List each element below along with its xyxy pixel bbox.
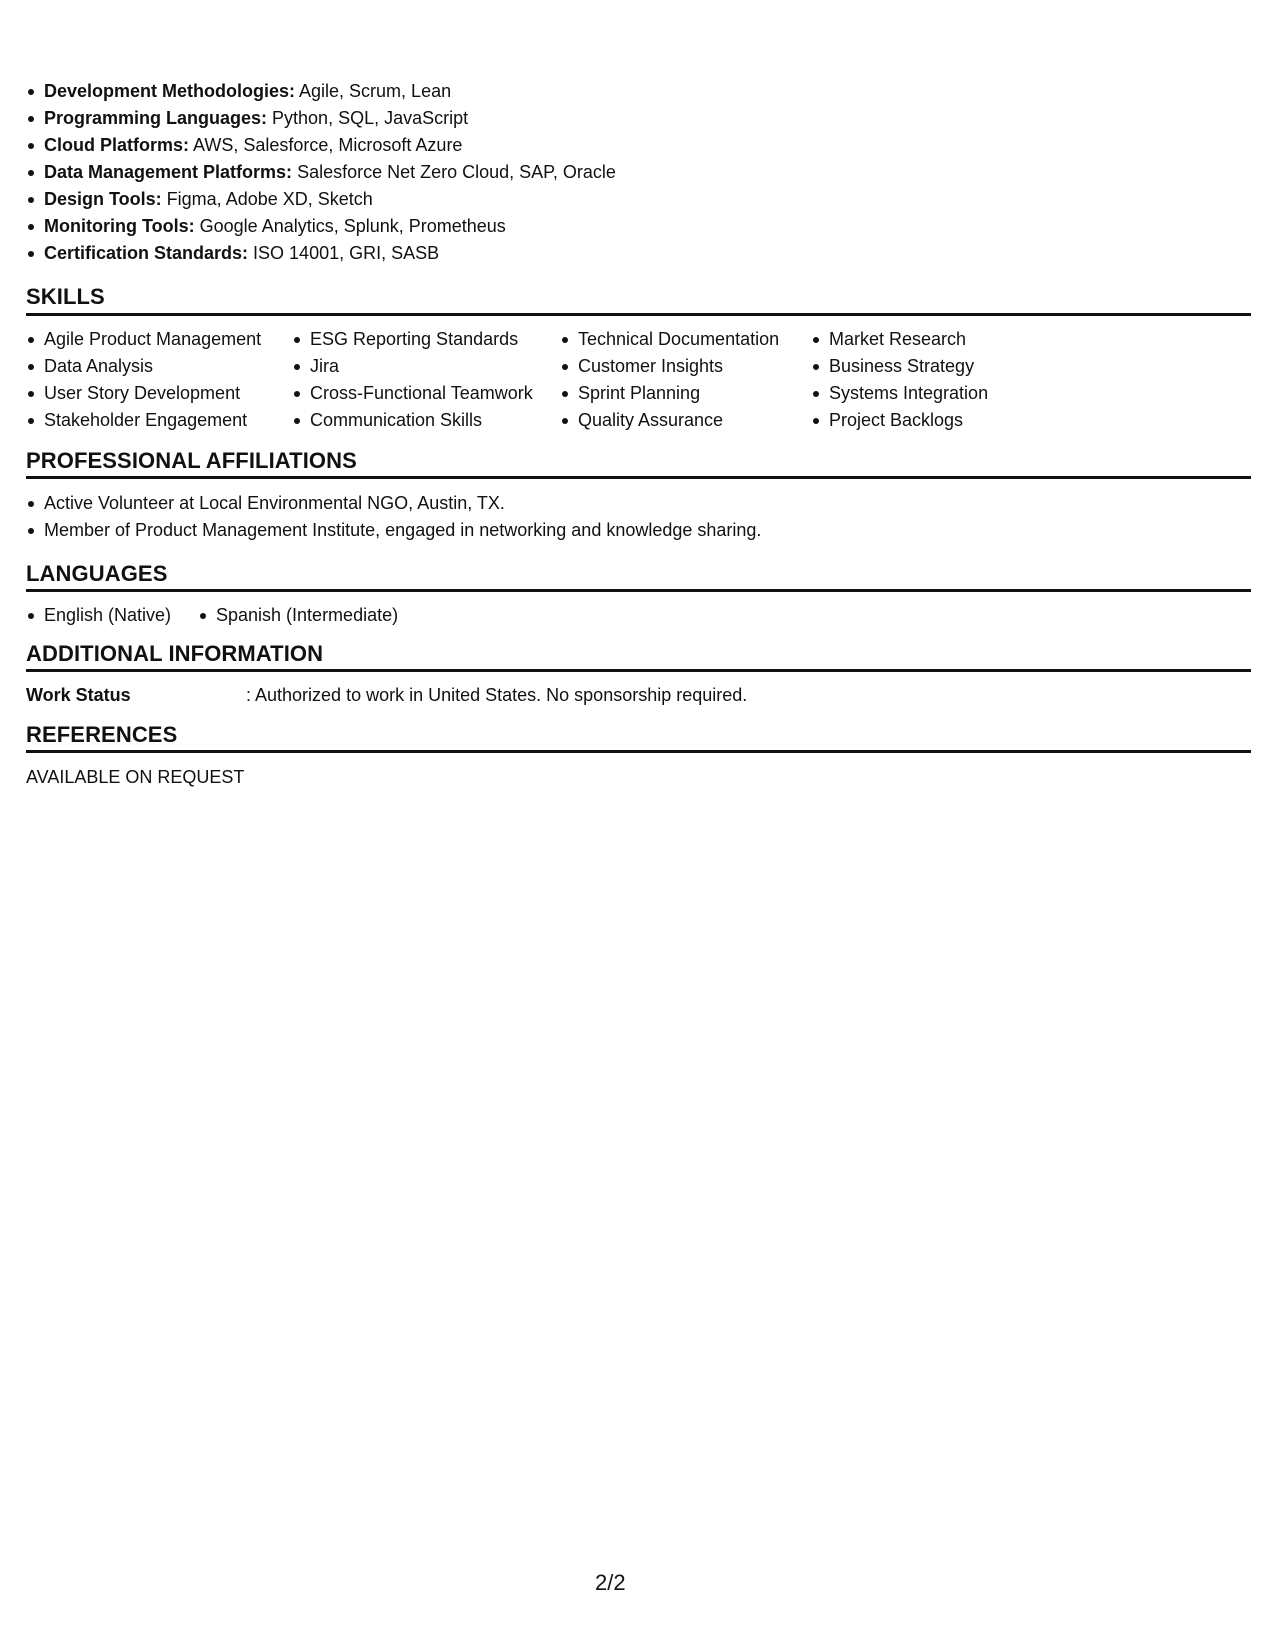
list-item: Cross-Functional Teamwork: [292, 380, 533, 407]
skill-category-value: Python, SQL, JavaScript: [267, 108, 469, 128]
list-item: [26, 186, 616, 213]
list-item: Jira: [292, 353, 533, 380]
skills-column-1: [26, 326, 261, 434]
list-item: Customer Insights: [560, 353, 779, 380]
skill-category-value: Agile, Scrum, Lean: [295, 81, 452, 101]
skill-category-value: Google Analytics, Splunk, Prometheus: [194, 216, 506, 236]
list-item: Active Volunteer at Local Environmental NGO, Austin, TX.: [26, 490, 761, 517]
section-heading-languages: LANGUAGES: [26, 561, 168, 586]
list-item: Business Strategy: [811, 353, 988, 380]
list-item: Technical Documentation: [560, 326, 779, 353]
section-divider: [26, 476, 1251, 479]
list-item: Project Backlogs: [811, 407, 988, 434]
list-item: [26, 159, 616, 186]
list-item: [26, 105, 616, 132]
list-item: Stakeholder Engagement: [26, 407, 261, 434]
list-item: [26, 240, 616, 267]
list-item: Communication Skills: [292, 407, 533, 434]
skill-category-label: Data Management Platforms:: [44, 162, 293, 182]
resume-page: [26, 0, 1251, 1650]
list-item: Member of Product Management Institute, engaged in networking and knowledge sharing.: [26, 517, 761, 544]
skill-category-value: Figma, Adobe XD, Sketch: [161, 189, 373, 209]
list-item: Sprint Planning: [560, 380, 779, 407]
list-item: Market Research: [811, 326, 988, 353]
skill-category-value: ISO 14001, GRI, SASB: [248, 243, 440, 263]
references-text: AVAILABLE ON REQUEST: [26, 767, 245, 787]
skill-category-value: AWS, Salesforce, Microsoft Azure: [189, 135, 463, 155]
list-item: Spanish (Intermediate): [198, 602, 398, 629]
skill-category-label: Programming Languages:: [44, 108, 268, 128]
list-item: Systems Integration: [811, 380, 988, 407]
section-heading-references: REFERENCES: [26, 722, 178, 747]
skill-category-value: Salesforce Net Zero Cloud, SAP, Oracle: [292, 162, 616, 182]
skills-column-4: [811, 326, 988, 434]
page-number: 2/2: [595, 1570, 626, 1595]
section-divider: [26, 313, 1251, 316]
list-item: Agile Product Management: [26, 326, 261, 353]
skill-category-label: Design Tools:: [44, 189, 162, 209]
technical-skills-list: [26, 78, 616, 267]
section-divider: [26, 750, 1251, 753]
list-item: English (Native): [26, 602, 171, 629]
skills-column-2: [292, 326, 533, 434]
list-item: Quality Assurance: [560, 407, 779, 434]
skill-category-label: Cloud Platforms:: [44, 135, 190, 155]
affiliations-list: [26, 490, 761, 544]
list-item: [26, 213, 616, 240]
section-heading-additional-info: ADDITIONAL INFORMATION: [26, 641, 324, 666]
skills-column-3: [560, 326, 779, 434]
list-item: ESG Reporting Standards: [292, 326, 533, 353]
section-divider: [26, 669, 1251, 672]
list-item: Data Analysis: [26, 353, 261, 380]
section-heading-affiliations: PROFESSIONAL AFFILIATIONS: [26, 448, 357, 473]
list-item: [26, 78, 616, 105]
section-divider: [26, 589, 1251, 592]
list-item: [26, 132, 616, 159]
work-status-label: Work Status: [26, 685, 131, 705]
work-status-value: : Authorized to work in United States. No sponsorship required.: [246, 685, 748, 705]
list-item: User Story Development: [26, 380, 261, 407]
skill-category-label: Development Methodologies:: [44, 81, 296, 101]
skill-category-label: Certification Standards:: [44, 243, 249, 263]
skill-category-label: Monitoring Tools:: [44, 216, 195, 236]
section-heading-skills: SKILLS: [26, 284, 105, 309]
